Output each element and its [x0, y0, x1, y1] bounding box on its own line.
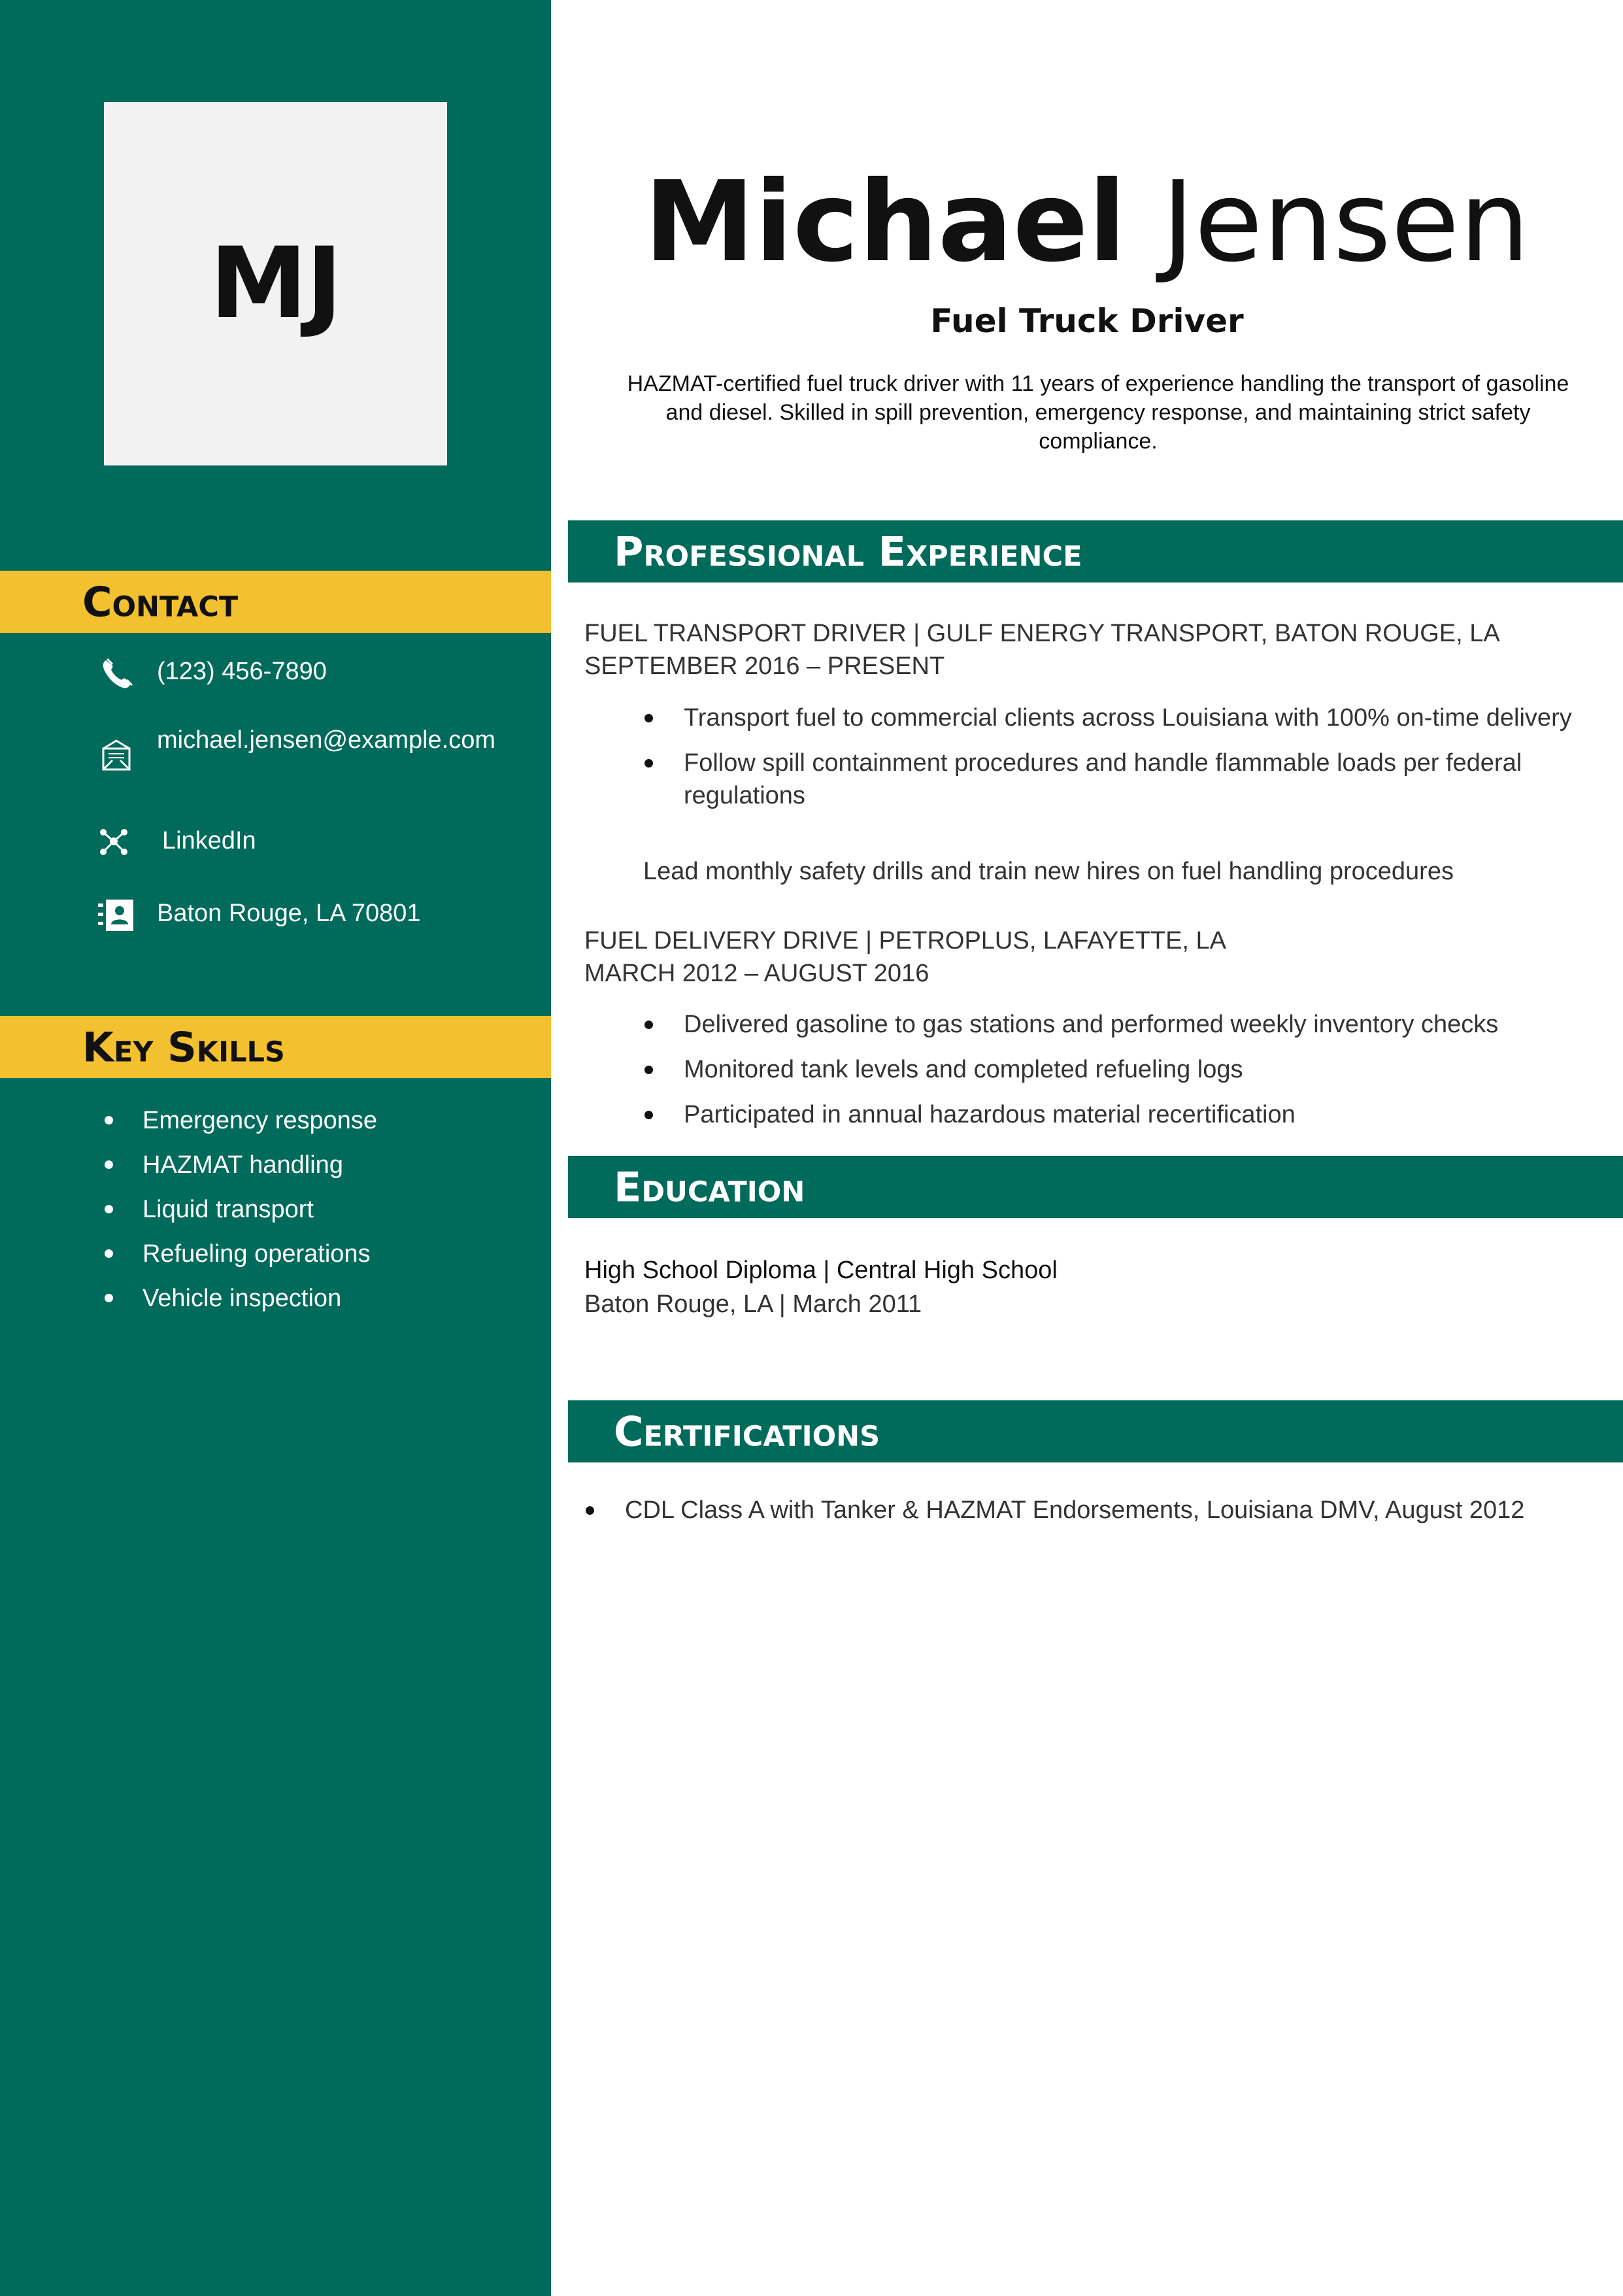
skill-item: Vehicle inspection: [105, 1276, 377, 1321]
job-bullet: Participated in annual hazardous material recertification: [644, 1098, 1599, 1131]
address-text: Baton Rouge, LA 70801: [157, 900, 421, 927]
job-bullet: Transport fuel to commercial clients across Louisiana with 100% on-time delivery: [644, 701, 1599, 734]
job-bullets: [644, 1008, 1599, 1143]
monogram-box: [104, 102, 447, 465]
education-details: Baton Rouge, LA | March 2011: [584, 1291, 922, 1318]
skills-section-header: [0, 1016, 551, 1078]
phone-icon: [98, 656, 137, 690]
contact-address: [98, 898, 503, 932]
job-extra-line: Lead monthly safety drills and train new hires on fuel handling procedures: [643, 858, 1454, 885]
job-bullet: Delivered gasoline to gas stations and performed weekly inventory checks: [644, 1008, 1599, 1041]
job-heading: FUEL DELIVERY DRIVE | PETROPLUS, LAFAYETTE, LA: [584, 927, 1227, 954]
contact-linkedin: [98, 826, 509, 860]
job-dates: SEPTEMBER 2016 – PRESENT: [584, 652, 945, 680]
skills-list: [105, 1098, 377, 1321]
job-bullets: [644, 701, 1599, 824]
certifications-list: [586, 1494, 1605, 1539]
monogram: MJ: [209, 227, 342, 341]
job-bullet: Follow spill containment procedures and handle flammable loads per federal regulations: [644, 747, 1599, 812]
certifications-section-header: [568, 1400, 1623, 1462]
phone-text[interactable]: (123) 456-7890: [157, 658, 327, 685]
certification-item: CDL Class A with Tanker & HAZMAT Endorsements, Louisiana DMV, August 2012: [586, 1494, 1605, 1527]
sidebar: [0, 0, 551, 2296]
education-degree: High School Diploma | Central High School: [584, 1257, 1058, 1284]
job-bullet: Monitored tank levels and completed refueling logs: [644, 1053, 1599, 1086]
email-text[interactable]: michael.jensen@example.com: [157, 726, 496, 754]
skills-title: Key Skills: [82, 1023, 285, 1071]
job-heading: FUEL TRANSPORT DRIVER | GULF ENERGY TRANSPORT, BATON ROUGE, LA: [584, 620, 1500, 647]
certifications-title: Certifications: [614, 1408, 880, 1455]
job-title: Fuel Truck Driver: [930, 302, 1244, 340]
summary: HAZMAT-certified fuel truck driver with 11 years of experience handling the transport of gasoline and diesel. Skilled in spill prevention, emergency response, and maintaining strict safety compliance.: [627, 371, 1569, 454]
contact-section-header: [0, 571, 551, 633]
skill-item: Refueling operations: [105, 1232, 377, 1276]
email-icon: [98, 739, 137, 773]
education-title: Education: [614, 1163, 805, 1211]
full-name: [551, 158, 1623, 287]
contact-title: Contact: [82, 578, 239, 626]
address-book-icon: [98, 898, 137, 932]
skill-item: Liquid transport: [105, 1187, 377, 1232]
education-section-header: [568, 1156, 1623, 1218]
skill-item: Emergency response: [105, 1098, 377, 1143]
first-name: Michael: [644, 158, 1127, 287]
last-name: Jensen: [1162, 158, 1530, 287]
linkedin-text[interactable]: LinkedIn: [162, 827, 256, 854]
job-dates: MARCH 2012 – AUGUST 2016: [584, 960, 929, 987]
contact-phone: [98, 656, 503, 690]
experience-section-header: [568, 520, 1623, 582]
network-icon: [98, 826, 137, 860]
experience-title: Professional Experience: [614, 528, 1082, 575]
skill-item: HAZMAT handling: [105, 1143, 377, 1187]
contact-email: [98, 725, 503, 773]
